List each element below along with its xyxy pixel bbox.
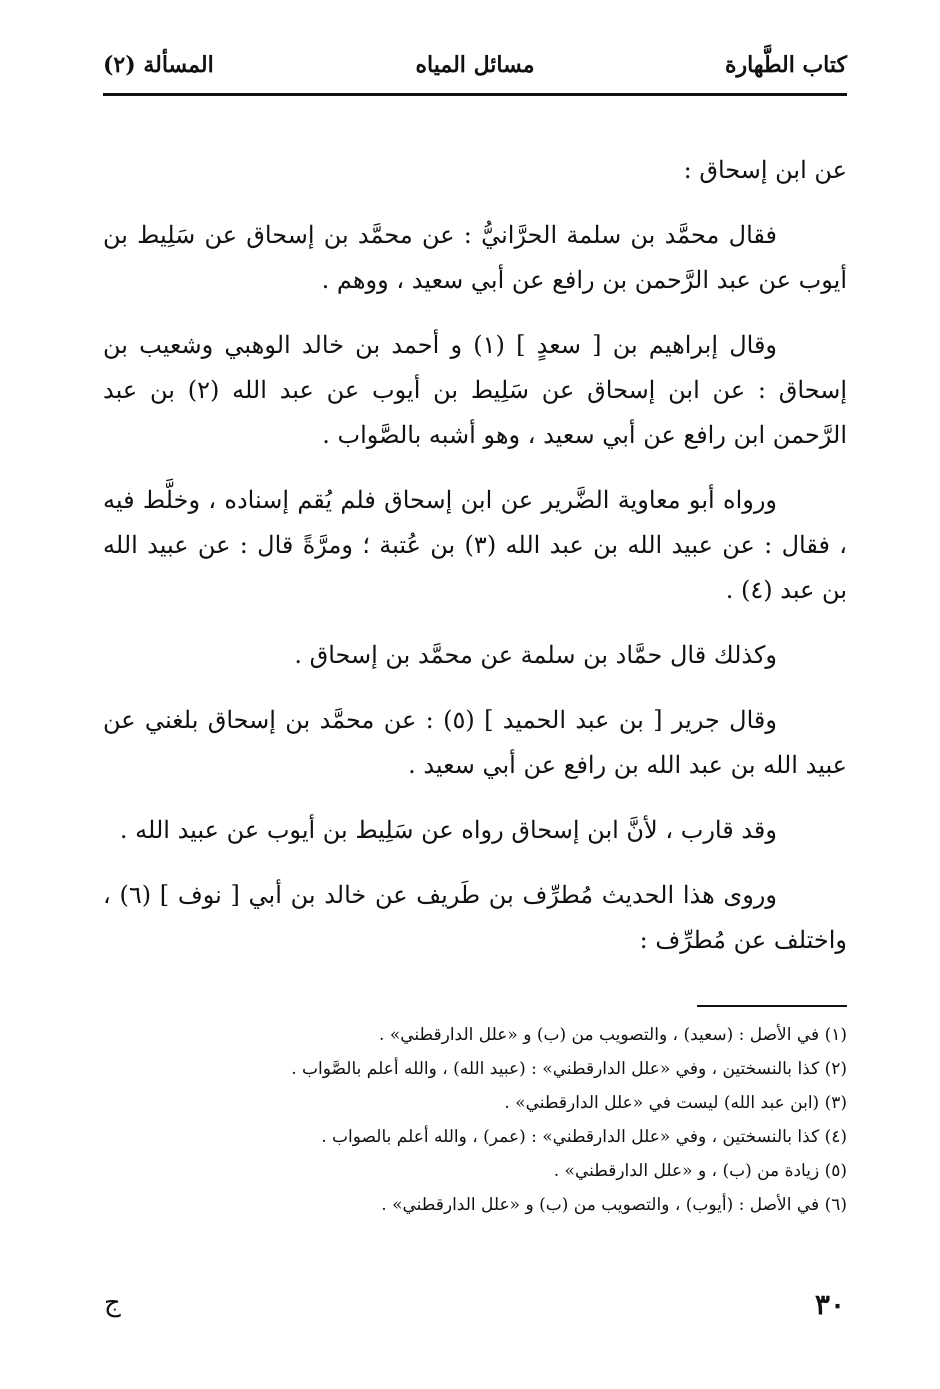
paragraph: ورواه أبو معاوية الضَّرير عن ابن إسحاق فلم يُقم إسناده ، وخلَّط فيه ، فقال : عن عبيد الله بن عبد الله (٣) بن عُتبة ؛ ومرَّةً قال : عن عبيد الله بن عبد (٤) . [103,486,847,604]
paragraph: عن ابن إسحاق : [683,156,847,184]
paragraph: وكذلك قال حمَّاد بن سلمة عن محمَّد بن إسحاق . [294,641,777,669]
footnote: (٦) في الأصل : (أيوب) ، والتصويب من (ب) و «علل الدارقطني» . [381,1195,847,1215]
paragraph: وقال إبراهيم بن [ سعدٍ ] (١) و أحمد بن خالد الوهبي وشعيب بن إسحاق : عن ابن إسحاق عن سَلِيط بن أيوب عن عبد الله (٢) بن عبد الرَّحمن ابن رافع عن أبي سعيد ، وهو أشبه بالصَّواب . [103,331,848,449]
footnote: (٣) (ابن عبد الله) ليست في «علل الدارقطني» . [504,1093,847,1113]
chapter-title: مسائل المياه [415,52,535,78]
paragraph: وقال جرير [ بن عبد الحميد ] (٥) : عن محمَّد بن إسحاق بلغني عن عبيد الله بن عبد الله بن رافع عن أبي سعيد . [103,706,847,779]
page-number: ٣٠ [814,1288,845,1321]
paragraph: وقد قارب ، لأنَّ ابن إسحاق رواه عن سَلِيط بن أيوب عن عبيد الله . [119,816,777,844]
running-header [103,50,847,90]
footnote: (٥) زيادة من (ب) ، و «علل الدارقطني» . [553,1161,847,1181]
paragraph: وروى هذا الحديث مُطرِّف بن طَريف عن خالد بن أبي [ نوف ] (٦) ، واختلف عن مُطرِّف : [103,881,847,954]
signature-mark: ج [104,1288,121,1318]
footnote: (٤) كذا بالنسختين ، وفي «علل الدارقطني» : (عمر) ، والله أعلم بالصواب . [321,1127,847,1147]
footnote: (١) في الأصل : (سعيد) ، والتصويب من (ب) و «علل الدارقطني» . [379,1025,847,1045]
issue-label: المسألة (٢) [103,52,214,78]
footnote-divider [697,1005,847,1007]
header-divider [103,93,847,96]
footnotes [103,1018,847,1222]
footnote: (٢) كذا بالنسختين ، وفي «علل الدارقطني» : (عبيد الله) ، والله أعلم بالصَّواب . [291,1059,847,1079]
book-title: كتاب الطَّهارة [724,52,847,78]
main-text [103,148,847,983]
paragraph: فقال محمَّد بن سلمة الحرَّانيُّ : عن محمَّد بن إسحاق عن سَلِيط بن أيوب عن عبد الرَّحمن بن رافع عن أبي سعيد ، ووهم . [103,221,847,294]
